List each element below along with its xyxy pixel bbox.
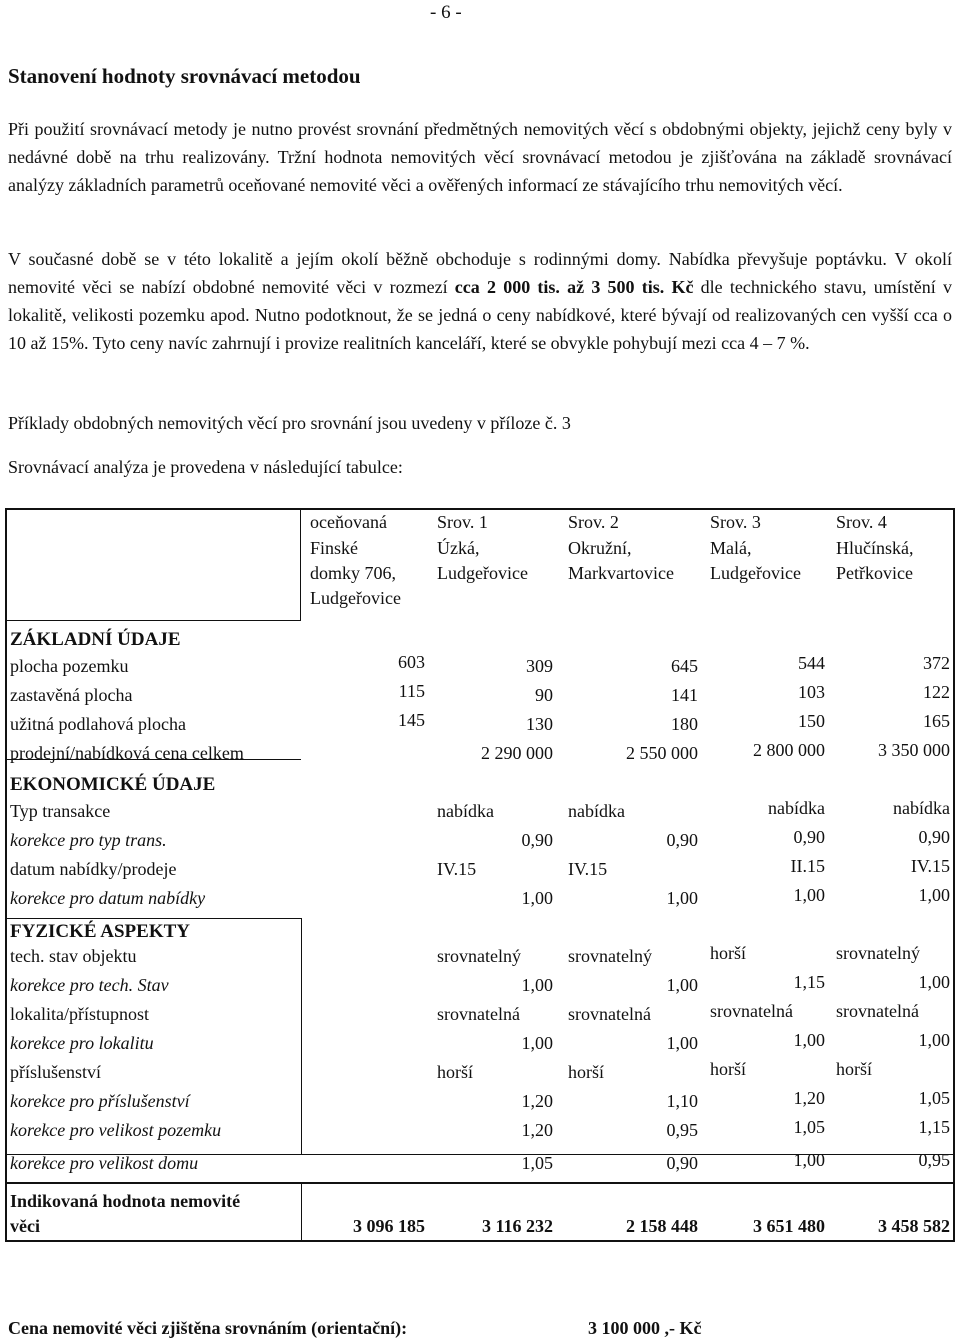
indicated-value: 3 096 185 <box>353 1216 425 1236</box>
row-label: korekce pro příslušenství <box>10 1091 190 1111</box>
table-cell: 309 <box>526 656 553 676</box>
indicated-label-1: Indikovaná hodnota nemovité <box>10 1191 241 1211</box>
row-label: korekce pro velikost pozemku <box>10 1120 222 1140</box>
price-range: cca 2 000 tis. až 3 500 tis. Kč <box>454 277 694 297</box>
table-cell: 1,05 <box>793 1117 825 1137</box>
table-cell: 0,90 <box>793 827 825 847</box>
row-label: datum nabídky/prodeje <box>10 859 177 879</box>
examples-paragraph: Příklady obdobných nemovitých věcí pro srovnání jsou uvedeny v příloze č. 3 <box>8 413 571 433</box>
row-label: korekce pro lokalitu <box>10 1033 154 1053</box>
table-cell: 1,00 <box>666 1033 698 1053</box>
table-cell: srovnatelný <box>836 943 920 963</box>
col-head-subject: oceňovaná <box>310 512 387 532</box>
table-cell: 1,15 <box>793 972 825 992</box>
table-cell: 1,20 <box>521 1091 553 1111</box>
table-cell: 1,20 <box>793 1088 825 1108</box>
row-label: Typ transakce <box>10 801 111 821</box>
row-label: prodejní/nabídková cena celkem <box>10 743 244 763</box>
col-sub-srov4-2: Petřkovice <box>836 563 913 583</box>
table-cell: 1,00 <box>918 972 950 992</box>
row-label: zastavěná plocha <box>10 685 133 705</box>
row-label: užitná podlahová plocha <box>10 714 186 734</box>
market-text-1: V současné době se v této lokalitě a jejím okolí běžně obchoduje s rodinnými domy. Nabídka převyšuje poptávku. V okolí nemovité věci se nabízí obdobné nemovité věci v rozmezí <box>8 249 952 297</box>
table-cell: IV.15 <box>910 856 950 876</box>
table-cell: 115 <box>398 681 425 701</box>
indicated-value: 2 158 448 <box>626 1216 698 1236</box>
table-cell: IV.15 <box>568 859 608 879</box>
table-cell: horší <box>836 1059 872 1079</box>
table-cell: 0,90 <box>666 1153 698 1173</box>
row-label: lokalita/přístupnost <box>10 1004 149 1024</box>
table-cell: horší <box>568 1062 604 1082</box>
table-cell: srovnatelná <box>568 1004 651 1024</box>
col-sub-srov2-1: Okružní, <box>568 538 632 558</box>
section-economic: EKONOMICKÉ ÚDAJE <box>10 774 216 795</box>
table-cell: 1,00 <box>521 888 553 908</box>
col-sub-srov4-1: Hlučínská, <box>836 538 914 558</box>
indicated-col-divider <box>301 1184 302 1242</box>
phys-col-divider <box>301 918 302 1154</box>
table-cell: horší <box>710 943 746 963</box>
row-divider-indicated <box>5 1182 955 1184</box>
row-label: korekce pro velikost domu <box>10 1153 199 1173</box>
result-value: 3 100 000 ,- Kč <box>588 1318 702 1338</box>
table-cell: nabídka <box>893 798 950 818</box>
table-cell: 0,95 <box>666 1120 698 1140</box>
table-cell: 0,90 <box>918 827 950 847</box>
market-text-2: dle technického stavu, umístění v lokalitě, velikosti pozemku apod. Nutno podotknout, že se jedná o ceny nabídkové, které bývají od realizovaných cen vyšší cca o 10 až 15%. Tyto ceny navíc zahrnují i provize realitních kanceláří, které se obvykle pohybují mezi cca 4 – 7 %. <box>8 277 952 353</box>
table-cell: 1,00 <box>918 1030 950 1050</box>
table-cell: 1,00 <box>521 1033 553 1053</box>
table-cell: srovnatelná <box>437 1004 520 1024</box>
table-cell: 141 <box>671 685 698 705</box>
table-cell: 0,90 <box>521 830 553 850</box>
col-head-srov4: Srov. 4 <box>836 512 887 532</box>
col-sub-subject-2: domky 706, <box>310 563 397 583</box>
section-divider-phys <box>5 918 301 919</box>
page-number: - 6 - <box>430 2 462 23</box>
table-cell: 645 <box>671 656 698 676</box>
row-label: korekce pro datum nabídky <box>10 888 206 908</box>
table-cell: 1,00 <box>793 885 825 905</box>
table-border-left <box>5 508 7 1242</box>
table-cell: 3 350 000 <box>878 740 950 760</box>
col-head-srov3: Srov. 3 <box>710 512 761 532</box>
row-label: plocha pozemku <box>10 656 129 676</box>
table-cell: srovnatelná <box>836 1001 919 1021</box>
table-cell: 2 800 000 <box>753 740 825 760</box>
analysis-intro: Srovnávací analýza je provedena v následující tabulce: <box>8 457 403 477</box>
indicated-label-2: věci <box>10 1216 40 1236</box>
table-cell: 1,15 <box>918 1117 950 1137</box>
col-head-srov1: Srov. 1 <box>437 512 488 532</box>
table-cell: 1,00 <box>793 1030 825 1050</box>
table-cell: 1,00 <box>521 975 553 995</box>
table-cell: 1,00 <box>918 885 950 905</box>
row-label: příslušenství <box>10 1062 102 1082</box>
table-cell: 150 <box>798 711 825 731</box>
table-cell: 1,00 <box>793 1150 825 1170</box>
table-cell: 0,95 <box>918 1150 950 1170</box>
table-cell: srovnatelný <box>437 946 521 966</box>
table-cell: 2 550 000 <box>626 743 698 763</box>
indicated-value: 3 116 232 <box>481 1216 553 1236</box>
table-cell: 1,05 <box>918 1088 950 1108</box>
table-cell: 103 <box>798 682 825 702</box>
table-cell: 2 290 000 <box>481 743 553 763</box>
table-cell: II.15 <box>790 856 825 876</box>
table-cell: IV.15 <box>437 859 477 879</box>
table-cell: 165 <box>923 711 950 731</box>
table-cell: 145 <box>398 710 425 730</box>
table-cell: 1,05 <box>521 1153 553 1173</box>
table-cell: 180 <box>671 714 698 734</box>
indicated-value: 3 651 480 <box>753 1216 825 1236</box>
table-cell: 90 <box>535 685 553 705</box>
table-cell: 372 <box>923 653 950 673</box>
col-sub-srov1-2: Ludgeřovice <box>437 563 528 583</box>
table-border-bottom <box>5 1240 955 1242</box>
row-label: korekce pro typ trans. <box>10 830 167 850</box>
section-basic: ZÁKLADNÍ ÚDAJE <box>10 629 181 650</box>
table-cell: nabídka <box>437 801 494 821</box>
comparison-table <box>5 508 955 1242</box>
row-label: korekce pro tech. Stav <box>10 975 169 995</box>
table-cell: 1,10 <box>666 1091 698 1111</box>
col-head-srov2: Srov. 2 <box>568 512 619 532</box>
table-border-right <box>953 508 955 1242</box>
table-cell: nabídka <box>568 801 625 821</box>
section-heading: Stanovení hodnoty srovnávací metodou <box>8 64 361 88</box>
header-divider <box>300 508 301 620</box>
result-label: Cena nemovité věci zjištěna srovnáním (orientační): <box>8 1318 408 1338</box>
market-paragraph <box>8 245 952 357</box>
col-sub-subject-1: Finské <box>310 538 359 558</box>
table-cell: horší <box>710 1059 746 1079</box>
table-cell: 603 <box>398 652 425 672</box>
table-cell: 122 <box>923 682 950 702</box>
col-sub-srov2-2: Markvartovice <box>568 563 674 583</box>
table-cell: nabídka <box>768 798 825 818</box>
table-cell: srovnatelný <box>568 946 652 966</box>
table-cell: 544 <box>798 653 825 673</box>
section-physical: FYZICKÉ ASPEKTY <box>10 921 191 942</box>
table-cell: 1,20 <box>521 1120 553 1140</box>
indicated-value: 3 458 582 <box>878 1216 950 1236</box>
intro-paragraph: Při použití srovnávací metody je nutno provést srovnání předmětných nemovitých věcí s obdobnými objekty, jejichž ceny byly v nedávné době na trhu realizovány. Tržní hodnota nemovitých věcí srovnávací metodou je zjišťována na základě srovnávací analýzy základních parametrů oceňované nemovité věci a ověřených informací ze stávajícího trhu nemovitých věcí. <box>8 119 952 195</box>
table-cell: horší <box>437 1062 473 1082</box>
row-label: tech. stav objektu <box>10 946 137 966</box>
header-underline <box>5 620 301 621</box>
col-sub-subject-3: Ludgeřovice <box>310 588 401 608</box>
table-cell: srovnatelná <box>710 1001 793 1021</box>
table-cell: 130 <box>526 714 553 734</box>
col-sub-srov1-1: Úzká, <box>437 538 480 558</box>
col-sub-srov3-1: Malá, <box>710 538 752 558</box>
table-cell: 1,00 <box>666 888 698 908</box>
col-sub-srov3-2: Ludgeřovice <box>710 563 801 583</box>
table-cell: 1,00 <box>666 975 698 995</box>
table-cell: 0,90 <box>666 830 698 850</box>
